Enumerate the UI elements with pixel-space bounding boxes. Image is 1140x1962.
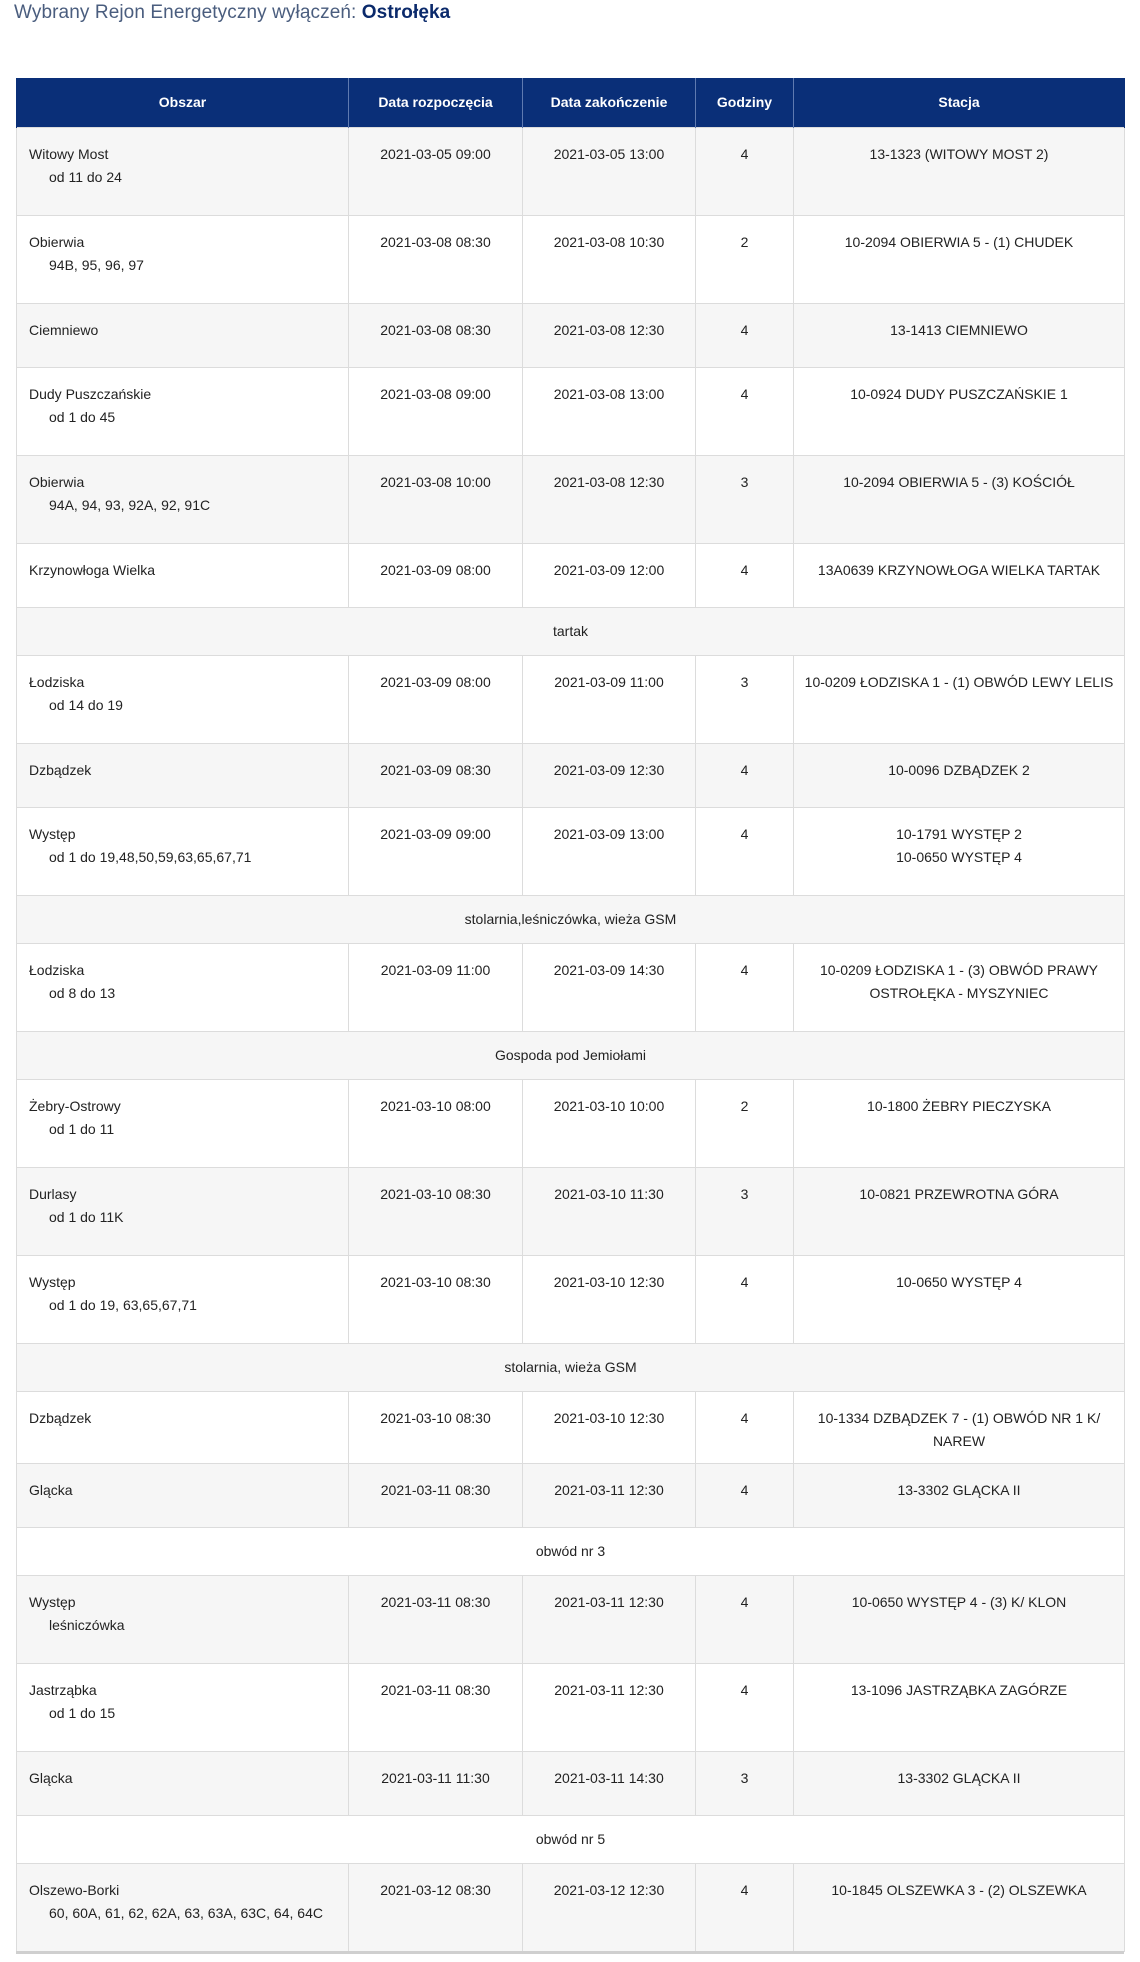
station-line: 10-1334 DZBĄDZEK 7 - (1) OBWÓD NR 1 K/	[817, 1410, 1101, 1426]
station-line: 13-3302 GLĄCKA II	[897, 1770, 1021, 1786]
area-name: Witowy Most	[29, 146, 109, 162]
table-note-row	[17, 608, 1125, 656]
cell-hours: 4	[696, 808, 794, 896]
note-cell: Gospoda pod Jemiołami	[17, 1032, 1125, 1080]
cell-obszar	[17, 128, 349, 216]
cell-station	[794, 216, 1125, 304]
table-header	[17, 78, 1125, 128]
table-row	[17, 544, 1125, 608]
page-title-label: Wybrany Rejon Energetyczny wyłączeń:	[14, 2, 362, 23]
cell-start-date: 2021-03-11 08:30	[349, 1664, 523, 1752]
column-header-start-date[interactable]: Data rozpoczęcia	[349, 78, 523, 128]
cell-end-date: 2021-03-08 10:30	[523, 216, 696, 304]
selected-region: Ostrołęka	[361, 2, 451, 23]
area-name: Występ	[29, 1274, 76, 1290]
cell-obszar	[17, 368, 349, 456]
note-cell: stolarnia,leśniczówka, wieża GSM	[17, 896, 1125, 944]
area-name: Olszewo-Borki	[29, 1882, 120, 1898]
outages-table	[16, 78, 1125, 1952]
cell-end-date: 2021-03-11 12:30	[523, 1664, 696, 1752]
cell-station	[794, 544, 1125, 608]
area-name: Ciemniewo	[29, 322, 99, 338]
table-row	[17, 216, 1125, 304]
column-header-hours[interactable]: Godziny	[696, 78, 794, 128]
cell-end-date: 2021-03-08 12:30	[523, 456, 696, 544]
station-line: 10-0650 WYSTĘP 4	[896, 1274, 1022, 1290]
column-header-obszar[interactable]: Obszar	[17, 78, 349, 128]
cell-hours: 4	[696, 1576, 794, 1664]
cell-hours: 4	[696, 944, 794, 1032]
cell-hours: 4	[696, 1864, 794, 1952]
cell-start-date: 2021-03-10 08:30	[349, 1392, 523, 1464]
area-name: Dudy Puszczańskie	[29, 386, 152, 402]
cell-obszar	[17, 656, 349, 744]
cell-end-date: 2021-03-09 13:00	[523, 808, 696, 896]
cell-start-date: 2021-03-11 11:30	[349, 1752, 523, 1816]
cell-station	[794, 304, 1125, 368]
station-line: 10-1800 ŻEBRY PIECZYSKA	[867, 1098, 1051, 1114]
cell-station	[794, 1664, 1125, 1752]
page-title	[14, 2, 450, 24]
cell-station	[794, 1576, 1125, 1664]
station-line: 10-0096 DZBĄDZEK 2	[888, 762, 1030, 778]
table-row	[17, 304, 1125, 368]
cell-hours: 3	[696, 656, 794, 744]
station-line: 13-1413 CIEMNIEWO	[890, 322, 1028, 338]
cell-obszar	[17, 944, 349, 1032]
table-row	[17, 128, 1125, 216]
area-name: Obierwia	[29, 234, 85, 250]
table-row	[17, 1864, 1125, 1952]
cell-station	[794, 1392, 1125, 1464]
area-name: Jastrząbka	[29, 1682, 97, 1698]
cell-obszar	[17, 1080, 349, 1168]
station-line: 10-0650 WYSTĘP 4	[896, 849, 1022, 865]
cell-end-date: 2021-03-11 12:30	[523, 1464, 696, 1528]
table-note-row	[17, 1032, 1125, 1080]
table-row	[17, 656, 1125, 744]
table-row	[17, 1752, 1125, 1816]
table-row	[17, 1080, 1125, 1168]
cell-obszar	[17, 1864, 349, 1952]
cell-end-date: 2021-03-05 13:00	[523, 128, 696, 216]
station-line: 10-0209 ŁODZISKA 1 - (3) OBWÓD PRAWY	[819, 962, 1098, 978]
cell-start-date: 2021-03-09 09:00	[349, 808, 523, 896]
cell-obszar	[17, 544, 349, 608]
area-name: Występ	[29, 1594, 76, 1610]
cell-obszar	[17, 744, 349, 808]
cell-station	[794, 368, 1125, 456]
column-header-end-date[interactable]: Data zakończenie	[523, 78, 696, 128]
cell-end-date: 2021-03-10 12:30	[523, 1256, 696, 1344]
cell-end-date: 2021-03-09 14:30	[523, 944, 696, 1032]
cell-start-date: 2021-03-10 08:30	[349, 1168, 523, 1256]
area-name: Obierwia	[29, 474, 85, 490]
cell-end-date: 2021-03-11 14:30	[523, 1752, 696, 1816]
station-line: 10-0821 PRZEWROTNA GÓRA	[859, 1186, 1059, 1202]
area-detail: 60, 60A, 61, 62, 62A, 63, 63A, 63C, 64, 64C	[49, 1905, 323, 1921]
cell-station	[794, 128, 1125, 216]
cell-station	[794, 808, 1125, 896]
station-line: 13-1323 (WITOWY MOST 2)	[869, 146, 1049, 162]
table-note-row	[17, 1816, 1125, 1864]
cell-hours: 4	[696, 744, 794, 808]
cell-start-date: 2021-03-09 08:30	[349, 744, 523, 808]
cell-end-date: 2021-03-09 12:30	[523, 744, 696, 808]
cell-end-date: 2021-03-12 12:30	[523, 1864, 696, 1952]
cell-start-date: 2021-03-05 09:00	[349, 128, 523, 216]
cell-obszar	[17, 1664, 349, 1752]
cell-obszar	[17, 1576, 349, 1664]
area-name: Krzynowłoga Wielka	[29, 562, 156, 578]
cell-start-date: 2021-03-08 08:30	[349, 304, 523, 368]
cell-start-date: 2021-03-12 08:30	[349, 1864, 523, 1952]
area-name: Dzbądzek	[29, 1410, 92, 1426]
cell-end-date: 2021-03-10 10:00	[523, 1080, 696, 1168]
area-detail: od 1 do 19, 63,65,67,71	[49, 1297, 197, 1313]
station-line: 13-3302 GLĄCKA II	[897, 1482, 1021, 1498]
table-row	[17, 808, 1125, 896]
cell-obszar	[17, 216, 349, 304]
cell-obszar	[17, 304, 349, 368]
table-body	[17, 128, 1125, 1952]
area-detail: od 8 do 13	[49, 985, 116, 1001]
table-bottom-border	[16, 1951, 1124, 1954]
table-row	[17, 1664, 1125, 1752]
cell-station	[794, 656, 1125, 744]
station-line: 10-2094 OBIERWIA 5 - (1) CHUDEK	[844, 234, 1074, 250]
area-name: Żebry-Ostrowy	[29, 1098, 121, 1114]
cell-station	[794, 1080, 1125, 1168]
area-detail: 94A, 94, 93, 92A, 92, 91C	[49, 497, 211, 513]
cell-end-date: 2021-03-09 12:00	[523, 544, 696, 608]
cell-start-date: 2021-03-10 08:00	[349, 1080, 523, 1168]
station-line: 10-0650 WYSTĘP 4 - (3) K/ KLON	[851, 1594, 1067, 1610]
cell-obszar	[17, 808, 349, 896]
cell-station	[794, 1752, 1125, 1816]
column-header-station[interactable]: Stacja	[794, 78, 1125, 128]
cell-obszar	[17, 1752, 349, 1816]
station-line: 10-2094 OBIERWIA 5 - (3) KOŚCIÓŁ	[843, 474, 1075, 490]
cell-station	[794, 744, 1125, 808]
area-name: Glącka	[29, 1770, 73, 1786]
cell-hours: 4	[696, 1464, 794, 1528]
cell-start-date: 2021-03-11 08:30	[349, 1576, 523, 1664]
cell-hours: 4	[696, 1664, 794, 1752]
table-row	[17, 1256, 1125, 1344]
station-line: NAREW	[932, 1433, 986, 1449]
table-row	[17, 456, 1125, 544]
cell-hours: 2	[696, 1080, 794, 1168]
area-name: Łodziska	[29, 962, 85, 978]
cell-station	[794, 1864, 1125, 1952]
note-cell: obwód nr 5	[17, 1816, 1125, 1864]
cell-station	[794, 1256, 1125, 1344]
station-line: 10-1845 OLSZEWKA 3 - (2) OLSZEWKA	[831, 1882, 1087, 1898]
cell-end-date: 2021-03-08 13:00	[523, 368, 696, 456]
area-detail: od 1 do 11	[49, 1121, 115, 1137]
area-name: Występ	[29, 826, 76, 842]
cell-hours: 4	[696, 368, 794, 456]
table-row	[17, 1168, 1125, 1256]
cell-hours: 4	[696, 544, 794, 608]
cell-obszar	[17, 1168, 349, 1256]
note-cell: stolarnia, wieża GSM	[17, 1344, 1125, 1392]
cell-end-date: 2021-03-09 11:00	[523, 656, 696, 744]
cell-station	[794, 944, 1125, 1032]
table-note-row	[17, 1528, 1125, 1576]
area-detail: od 1 do 11K	[49, 1209, 124, 1225]
cell-hours: 3	[696, 1752, 794, 1816]
station-line: 13-1096 JASTRZĄBKA ZAGÓRZE	[850, 1682, 1068, 1698]
area-name: Dzbądzek	[29, 762, 92, 778]
cell-hours: 4	[696, 128, 794, 216]
table-header-row	[17, 78, 1125, 128]
area-detail: leśniczówka	[49, 1617, 125, 1633]
cell-end-date: 2021-03-11 12:30	[523, 1576, 696, 1664]
cell-obszar	[17, 1256, 349, 1344]
cell-end-date: 2021-03-10 12:30	[523, 1392, 696, 1464]
cell-hours: 3	[696, 1168, 794, 1256]
station-line: 10-1791 WYSTĘP 2	[896, 826, 1022, 842]
area-detail: od 1 do 15	[49, 1705, 116, 1721]
area-detail: od 14 do 19	[49, 697, 123, 713]
cell-hours: 4	[696, 1256, 794, 1344]
cell-hours: 4	[696, 304, 794, 368]
area-detail: 94B, 95, 96, 97	[49, 257, 144, 273]
cell-hours: 4	[696, 1392, 794, 1464]
table-row	[17, 944, 1125, 1032]
area-name: Łodziska	[29, 674, 85, 690]
area-detail: od 1 do 19,48,50,59,63,65,67,71	[49, 849, 252, 865]
cell-station	[794, 1168, 1125, 1256]
cell-hours: 2	[696, 216, 794, 304]
cell-start-date: 2021-03-09 11:00	[349, 944, 523, 1032]
area-detail: od 11 do 24	[49, 169, 122, 185]
station-line: 13A0639 KRZYNOWŁOGA WIELKA TARTAK	[817, 562, 1101, 578]
cell-start-date: 2021-03-09 08:00	[349, 544, 523, 608]
station-line: OSTROŁĘKA - MYSZYNIEC	[869, 985, 1049, 1001]
table-row	[17, 368, 1125, 456]
cell-obszar	[17, 456, 349, 544]
table-row	[17, 1464, 1125, 1528]
table-note-row	[17, 896, 1125, 944]
cell-start-date: 2021-03-08 10:00	[349, 456, 523, 544]
cell-start-date: 2021-03-11 08:30	[349, 1464, 523, 1528]
table-row	[17, 744, 1125, 808]
cell-obszar	[17, 1392, 349, 1464]
cell-station	[794, 1464, 1125, 1528]
note-cell: obwód nr 3	[17, 1528, 1125, 1576]
cell-start-date: 2021-03-08 09:00	[349, 368, 523, 456]
table-note-row	[17, 1344, 1125, 1392]
area-name: Durlasy	[29, 1186, 77, 1202]
cell-station	[794, 456, 1125, 544]
cell-start-date: 2021-03-09 08:00	[349, 656, 523, 744]
area-detail: od 1 do 45	[49, 409, 116, 425]
cell-hours: 3	[696, 456, 794, 544]
table-row	[17, 1576, 1125, 1664]
note-cell: tartak	[17, 608, 1125, 656]
cell-end-date: 2021-03-08 12:30	[523, 304, 696, 368]
station-line: 10-0209 ŁODZISKA 1 - (1) OBWÓD LEWY LELIS	[804, 674, 1114, 690]
cell-end-date: 2021-03-10 11:30	[523, 1168, 696, 1256]
cell-obszar	[17, 1464, 349, 1528]
table-row	[17, 1392, 1125, 1464]
cell-start-date: 2021-03-08 08:30	[349, 216, 523, 304]
cell-start-date: 2021-03-10 08:30	[349, 1256, 523, 1344]
station-line: 10-0924 DUDY PUSZCZAŃSKIE 1	[850, 386, 1068, 402]
area-name: Glącka	[29, 1482, 73, 1498]
